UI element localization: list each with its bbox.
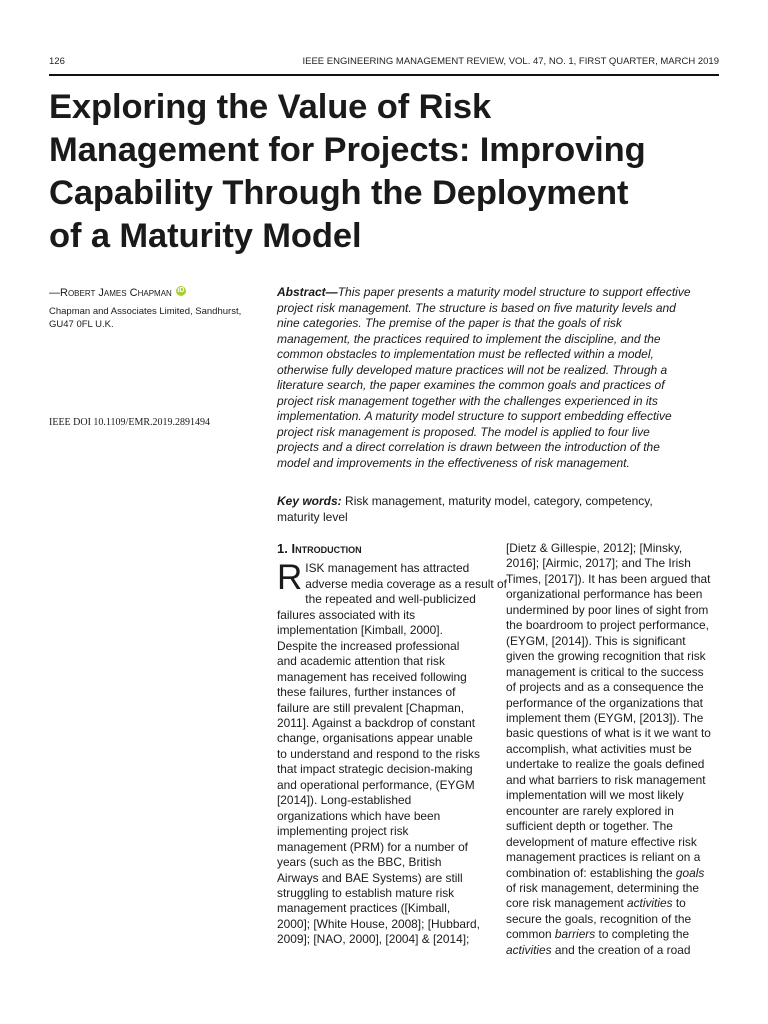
body-line: struggling to establish mature risk <box>277 885 455 900</box>
body-line: [Dietz & Gillespie, 2012]; [Minsky, <box>506 541 683 555</box>
body-line: Times, [2017]). It has been argued that <box>506 571 711 586</box>
body-line: given the growing recognition that risk <box>506 649 706 664</box>
body-line: management practices ([Kimball, <box>277 901 451 916</box>
abstract-line: project risk management is proposed. The model is applied to four live <box>277 424 650 439</box>
body-line: common barriers to completing the <box>506 927 690 942</box>
body-line: undermined by poor lines of sight from <box>506 602 709 617</box>
body-line: Airways and BAE Systems) are still <box>277 870 463 885</box>
author-name: Robert James Chapman <box>60 287 172 299</box>
body-line: implement them (EYGM, [2013]). The <box>506 710 704 725</box>
journal-citation: IEEE ENGINEERING MANAGEMENT REVIEW, VOL. 47, NO. 1, FIRST QUARTER, MARCH 2019 <box>302 56 719 67</box>
page-number: 126 <box>49 56 65 67</box>
body-line: and operational performance, (EYGM <box>277 777 475 792</box>
title-line: Capability Through the Deployment <box>49 174 629 212</box>
body-line: [2014]). Long-established <box>277 793 412 808</box>
abstract-line: project risk management. The structure is based on five maturity levels and <box>277 300 676 315</box>
body-line: 2000]; [White House, 2008]; [Hubbard, <box>277 916 480 931</box>
body-column-left <box>277 541 507 948</box>
body-line: years (such as the BBC, British <box>277 855 442 870</box>
body-line: management is critical to the success <box>506 664 704 679</box>
body-line: these failures, further instances of <box>277 685 456 700</box>
author-byline <box>49 286 264 299</box>
body-line: accomplish, what activities must be <box>506 741 692 756</box>
body-line: 2011]. Against a backdrop of constant <box>277 715 476 730</box>
body-line: organizations which have been <box>277 808 441 823</box>
body-line: of projects and as a consequence the <box>506 680 704 695</box>
body-line: 2016]; [Airmic, 2017]; and The Irish <box>506 556 691 571</box>
body-line: core risk management activities to <box>506 896 686 911</box>
abstract-line: Abstract—This paper presents a maturity model structure to support effective <box>277 285 691 299</box>
body-line: sufficient depth or together. The <box>506 819 673 834</box>
abstract-line: literature search, the paper examines the common goals and practices of <box>277 378 665 392</box>
body-line: undertake to realize the goals defined <box>506 757 705 772</box>
body-line: to understand and respond to the risks <box>277 746 480 761</box>
title-line: of a Maturity Model <box>49 217 362 255</box>
doi: IEEE DOI 10.1109/EMR.2019.2891494 <box>49 417 211 428</box>
body-line: activities and the creation of a road <box>506 942 691 957</box>
keywords-text: maturity level <box>277 509 348 524</box>
author-affiliation <box>49 305 264 331</box>
body-line: implementing project risk <box>277 824 409 839</box>
paper-title <box>49 86 729 258</box>
body-line: failures associated with its <box>277 607 416 622</box>
body-line: development of mature effective risk <box>506 834 697 849</box>
abstract-line: project risk management together with the challenges experienced in its <box>277 393 658 408</box>
body-line: adverse media coverage as a result of <box>305 576 507 591</box>
body-line: management practices is reliant on a <box>506 850 701 865</box>
header-rule <box>49 74 719 76</box>
body-line: basic questions of what is it we want to <box>506 726 711 741</box>
keywords <box>277 494 722 525</box>
abstract <box>277 285 722 471</box>
running-header <box>49 56 719 70</box>
body-line: secure the goals, recognition of the <box>506 911 692 926</box>
abstract-line: implementation. A maturity model structure to support embedding effective <box>277 409 672 423</box>
body-line: organizational performance has been <box>506 587 703 602</box>
body-line: management has received following <box>277 669 467 684</box>
abstract-line: model and improvements in the effectiveness of risk management. <box>277 455 630 470</box>
keywords-label: Key words: <box>277 494 342 508</box>
body-line: (EYGM, [2014]). This is significant <box>506 633 686 648</box>
affiliation-line: Chapman and Associates Limited, Sandhurst, <box>49 306 242 317</box>
body-line: Despite the increased professional <box>277 638 460 653</box>
body-line: performance of the organizations that <box>506 695 703 710</box>
body-line: ISK management has attracted <box>305 561 470 576</box>
body-line: failure are still prevalent [Chapman, <box>277 700 465 715</box>
body-line: encounter are rarely explored in <box>506 803 674 818</box>
body-line: the repeated and well-publicized <box>305 592 476 607</box>
body-line: of risk management, determining the <box>506 880 699 895</box>
body-line: combination of: establishing the goals <box>506 865 705 880</box>
abstract-line: otherwise fully developed mature practices will not be realized. Through a <box>277 362 668 377</box>
abstract-line: nine categories. The premise of the paper is that the goals of risk <box>277 316 622 330</box>
body-line: and what barriers to risk management <box>506 772 706 787</box>
body-line: implementation will we most likely <box>506 788 684 803</box>
keywords-text: Risk management, maturity model, category, competency, <box>341 494 653 508</box>
author-dash: — <box>49 287 60 299</box>
body-column-right <box>506 541 726 958</box>
abstract-line: common obstacles to implementation must be reflected within a model, <box>277 347 654 361</box>
body-line: that impact strategic decision-making <box>277 762 473 777</box>
body-line: and academic attention that risk <box>277 654 445 669</box>
title-line: Management for Projects: Improving <box>49 131 646 169</box>
drop-cap: R <box>277 558 303 598</box>
body-line: implementation [Kimball, 2000]. <box>277 623 443 638</box>
orcid-icon[interactable]: iD <box>177 287 185 294</box>
body-line: 2009]; [NAO, 2000], [2004] & [2014]; <box>277 932 470 947</box>
affiliation-line: GU47 0FL U.K. <box>49 319 114 330</box>
abstract-line: projects and a direct correlation is drawn between the introduction of the <box>277 440 660 454</box>
abstract-line: management, the practices required to implement the discipline, and the <box>277 331 661 346</box>
body-line: management (PRM) for a number of <box>277 839 468 854</box>
abstract-label: Abstract— <box>277 285 338 299</box>
body-line: the boardroom to project performance, <box>506 618 709 633</box>
body-line: change, organisations appear unable <box>277 731 473 746</box>
title-line: Exploring the Value of Risk <box>49 88 492 126</box>
section-heading: 1. Introduction <box>277 541 362 556</box>
